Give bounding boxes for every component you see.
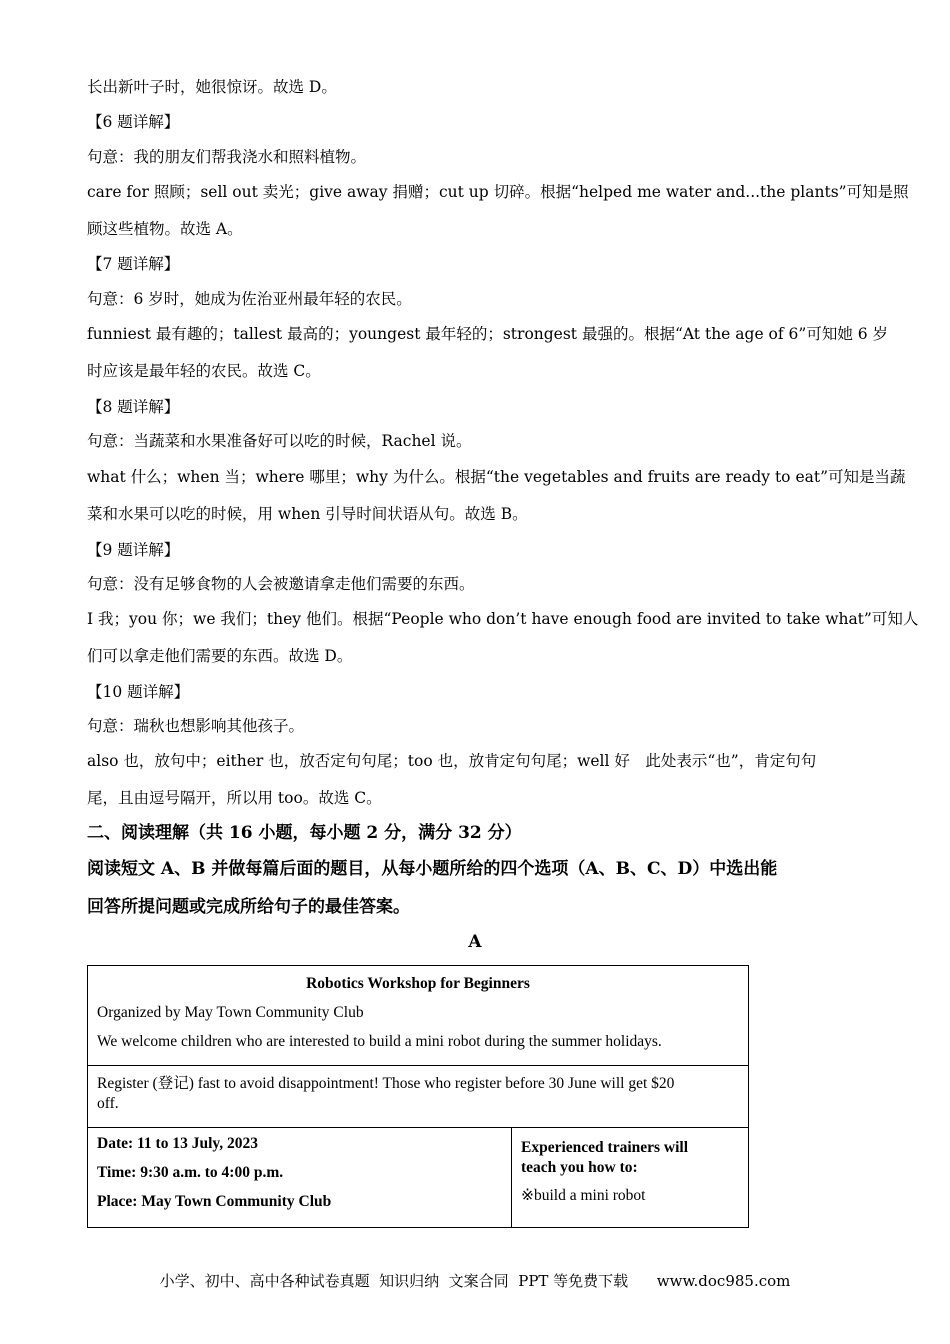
- notice-item: ※build a mini robot: [521, 1187, 646, 1204]
- text-line: funniest 最有趣的；tallest 最高的；youngest 最年轻的；strongest 最强的。根据“At the age of 6”可知她 6 岁: [87, 325, 889, 343]
- notice-register: Register (登记) fast to avoid disappointment! Those who register before 30 June will get $20: [97, 1075, 675, 1092]
- question-6-heading: 【6 题详解】: [87, 113, 180, 131]
- question-10-heading: 【10 题详解】: [87, 683, 190, 701]
- question-7-heading: 【7 题详解】: [87, 255, 180, 273]
- notice-details-cell: [88, 1128, 512, 1228]
- text-line: 长出新叶子时，她很惊讶。故选 D。: [87, 78, 337, 96]
- notice-header-cell: [88, 966, 749, 1066]
- page-footer: 小学、初中、高中各种试卷真题 知识归纳 文案合同 PPT 等免费下载 www.doc985.com: [159, 1272, 791, 1290]
- text-line: care for 照顾；sell out 卖光；give away 捐赠；cut up 切碎。根据“helped me water and...the plants”可知是照: [87, 183, 909, 201]
- passage-label: A: [468, 932, 482, 952]
- notice-trainers-cell: [512, 1128, 749, 1228]
- text-line: 句意：瑞秋也想影响其他孩子。: [87, 717, 305, 735]
- text-line: what 什么；when 当；where 哪里；why 为什么。根据“the vegetables and fruits are ready to eat”可知是当蔬: [87, 468, 906, 486]
- notice-date: Date: 11 to 13 July, 2023: [97, 1135, 259, 1152]
- text-line: I 我；you 你；we 我们；they 他们。根据“People who don’t have enough food are invited to take what”可知人: [87, 610, 919, 628]
- text-line: 顾这些植物。故选 A。: [87, 220, 243, 238]
- workshop-notice: [87, 965, 749, 1228]
- notice-register-cont: off.: [97, 1095, 119, 1112]
- text-line: also 也，放句中；either 也，放否定句句尾；too 也，放肯定句句尾；well 好 此处表示“也”，肯定句句: [87, 752, 817, 770]
- text-line: 句意：当蔬菜和水果准备好可以吃的时候，Rachel 说。: [87, 432, 472, 450]
- notice-place: Place: May Town Community Club: [97, 1193, 332, 1210]
- notice-trainers-cont: teach you how to:: [521, 1159, 638, 1176]
- text-line: 句意：6 岁时，她成为佐治亚州最年轻的农民。: [87, 290, 412, 308]
- text-line: 菜和水果可以吃的时候，用 when 引导时间状语从句。故选 B。: [87, 505, 528, 523]
- text-line: 句意：我的朋友们帮我浇水和照料植物。: [87, 148, 367, 166]
- text-line: 时应该是最年轻的农民。故选 C。: [87, 362, 321, 380]
- notice-trainers: Experienced trainers will: [521, 1139, 689, 1156]
- notice-time: Time: 9:30 a.m. to 4:00 p.m.: [97, 1164, 284, 1181]
- notice-organizer: Organized by May Town Community Club: [97, 1004, 364, 1021]
- notice-register-cell: [88, 1066, 749, 1128]
- notice-title: Robotics Workshop for Beginners: [306, 975, 530, 992]
- section-instruction: 阅读短文 A、B 并做每篇后面的题目，从每小题所给的四个选项（A、B、C、D）中选出能: [87, 859, 778, 879]
- text-line: 句意：没有足够食物的人会被邀请拿走他们需要的东西。: [87, 575, 475, 593]
- question-8-heading: 【8 题详解】: [87, 398, 180, 416]
- notice-welcome: We welcome children who are interested to build a mini robot during the summer holidays.: [97, 1033, 662, 1050]
- text-line: 尾，且由逗号隔开，所以用 too。故选 C。: [87, 789, 382, 807]
- section-heading: 二、阅读理解（共 16 小题，每小题 2 分，满分 32 分）: [87, 823, 522, 843]
- question-9-heading: 【9 题详解】: [87, 541, 180, 559]
- section-instruction: 回答所提问题或完成所给句子的最佳答案。: [87, 897, 410, 917]
- text-line: 们可以拿走他们需要的东西。故选 D。: [87, 647, 353, 665]
